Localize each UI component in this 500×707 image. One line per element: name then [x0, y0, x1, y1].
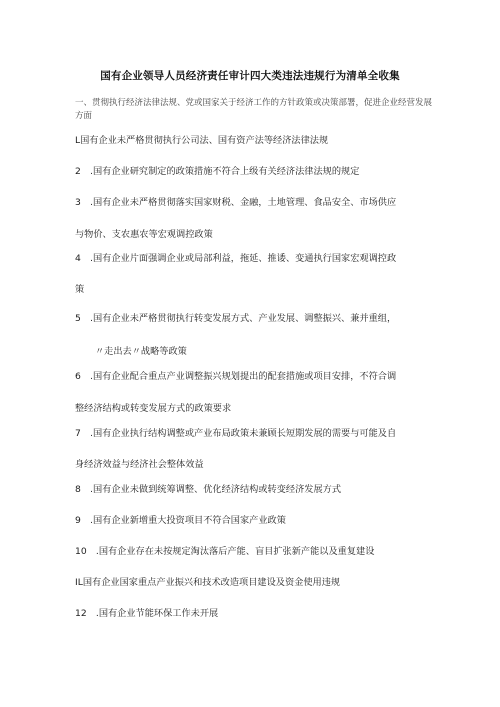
item-number: 10 . — [75, 546, 99, 557]
list-item — [75, 132, 437, 149]
item-number: 5 . — [75, 313, 93, 324]
item-number: 4 . — [75, 253, 93, 264]
item-text: 国有企业节能环保工作未开展 — [98, 608, 219, 619]
item-continuation: 整经济结构或转变发展方式的政策要求 — [75, 403, 232, 414]
item-text: 国有企业配合重点产业调整振兴规划提出的配套措施或项目安排，不符合调 — [92, 371, 397, 382]
list-item — [75, 310, 437, 327]
list-item — [75, 368, 437, 385]
list-item — [75, 512, 437, 529]
item-number: IL — [75, 577, 83, 588]
item-number: 9 . — [75, 515, 93, 526]
item-number: 6 . — [75, 371, 93, 382]
section-intro: 一、贯彻执行经济法律法规、党或国家关于经济工作的方针政策或决策部署，促进企业经营发展方面 — [75, 98, 433, 121]
item-text: 国有企业国家重点产业振兴和技术改造项目建设及资金使用违规 — [82, 577, 341, 588]
item-text: 国有企业未严格贯彻执行公司法、国有资产法等经济法律法规 — [80, 135, 329, 146]
item-number: 2 . — [75, 166, 93, 177]
item-number: L — [75, 135, 81, 146]
item-number: 8 . — [75, 484, 93, 495]
item-text: 国有企业未做到统筹调整、优化经济结构或转变经济发展方式 — [92, 484, 342, 495]
item-continuation: 与物价、支农惠农等宏观调控政策 — [75, 229, 213, 240]
item-continuation: 身经济效益与经济社会整体效益 — [75, 459, 204, 470]
list-item — [75, 481, 437, 498]
item-continuation: 策 — [75, 284, 85, 295]
item-number: 7 . — [75, 428, 93, 439]
item-number: 12 . — [75, 608, 99, 619]
item-text: 国有企业未严格贯彻执行转变发展方式、产业发展、调整振兴、兼并重组， — [92, 313, 397, 324]
item-text: 国有企业片面强调企业或局部利益，拖延、推诿、变通执行国家宏观调控政 — [92, 253, 397, 264]
item-text: 国有企业存在未按规定淘汰落后产能、盲目扩张新产能以及重复建设 — [98, 546, 375, 557]
list-item — [75, 605, 437, 622]
item-text: 国有企业未严格贯彻落实国家财税、金融，土地管理、食品安全、市场供应 — [92, 197, 397, 208]
item-text: 国有企业新增重大投资项目不符合国家产业政策 — [92, 515, 286, 526]
item-text: 国有企业执行结构调整或产业布局政策未兼顾长短期发展的需要与可能及自 — [92, 428, 397, 439]
list-item — [75, 425, 437, 442]
document-title: 国有企业领导人员经济责任审计四大类违法违规行为清单全收集 — [100, 70, 400, 82]
list-item — [75, 250, 437, 267]
item-number: 3 . — [75, 197, 93, 208]
item-continuation: 〃走出去〃战略等政策 — [95, 346, 187, 357]
list-item — [75, 194, 437, 211]
list-item — [75, 574, 437, 591]
list-item — [75, 163, 437, 180]
item-text: 国有企业研究制定的政策措施不符合上级有关经济法律法规的规定 — [92, 166, 360, 177]
list-item — [75, 543, 437, 560]
